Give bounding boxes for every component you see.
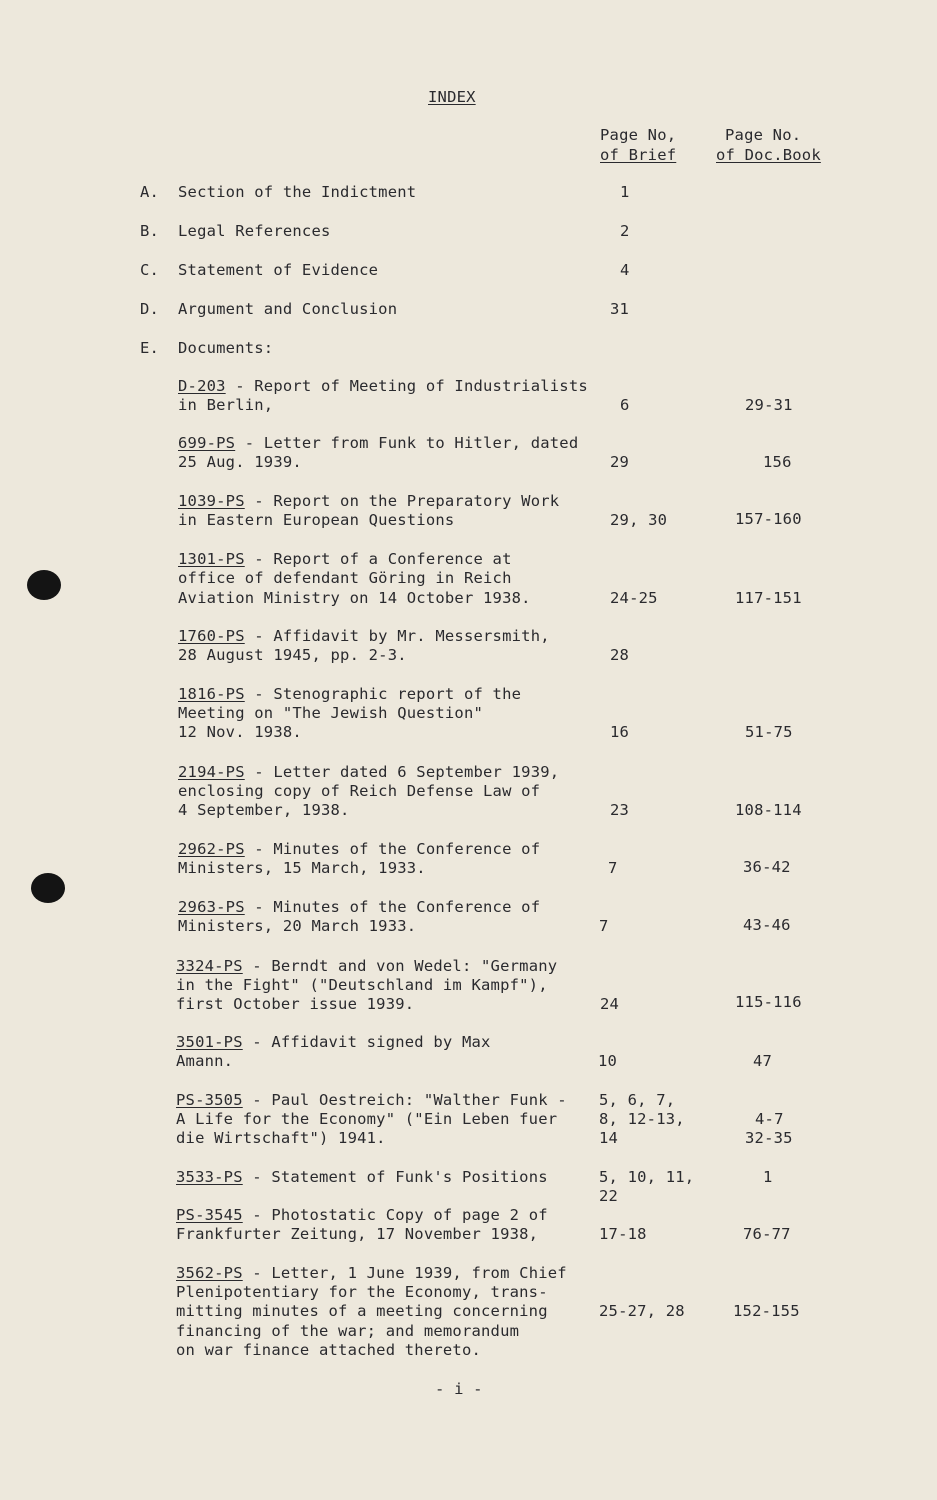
document-desc-line: Amann. (176, 1052, 234, 1070)
page-number-footer: - i - (435, 1380, 483, 1398)
document-brief-page: 29 (610, 453, 630, 471)
document-desc-line: - Stenographic report of the (244, 685, 522, 703)
section-letter: A. (140, 183, 160, 201)
document-book-page: 157-160 (735, 510, 802, 528)
document-desc-line: - Report of a Conference at (244, 550, 512, 568)
document-desc-line: 25 Aug. 1939. (178, 453, 302, 471)
section-letter: B. (140, 222, 160, 240)
document-code: 2194-PS (178, 763, 245, 781)
index-title: INDEX (428, 88, 476, 106)
section-label: Argument and Conclusion (178, 300, 398, 318)
document-desc-line: in Berlin, (178, 396, 274, 414)
document-desc-line: - Berndt and von Wedel: "Germany (242, 957, 558, 975)
document-desc-line: - Report on the Preparatory Work (244, 492, 560, 510)
document-desc-line: Meeting on "The Jewish Question" (178, 704, 484, 722)
document-desc-line: office of defendant Göring in Reich (178, 569, 512, 587)
document-desc-line: Aviation Ministry on 14 October 1938. (178, 589, 531, 607)
document-brief-page: 24-25 (610, 589, 658, 607)
document-desc-line: - Letter, 1 June 1939, from Chief (242, 1264, 567, 1282)
book-header-line1: Page No. (725, 126, 802, 144)
document-desc-line: - Letter dated 6 September 1939, (244, 763, 560, 781)
document-desc-line: - Affidavit by Mr. Messersmith, (244, 627, 550, 645)
document-code: 3501-PS (176, 1033, 243, 1051)
document-book-page: 47 (753, 1052, 773, 1070)
book-header-line2: of Doc.Book (716, 146, 821, 164)
document-book-page: 76-77 (743, 1225, 791, 1243)
document-desc-line: - Paul Oestreich: "Walther Funk - (242, 1091, 567, 1109)
document-code: 1816-PS (178, 685, 245, 703)
document-book-page: 117-151 (735, 589, 802, 607)
document-brief-page: 10 (598, 1052, 618, 1070)
document-desc-line: Plenipotentiary for the Economy, trans- (176, 1283, 548, 1301)
section-label: Legal References (178, 222, 331, 240)
document-desc-line: Frankfurter Zeitung, 17 November 1938, (176, 1225, 539, 1243)
section-label: Statement of Evidence (178, 261, 379, 279)
document-code: 1039-PS (178, 492, 245, 510)
section-brief-page: 4 (620, 261, 630, 279)
section-brief-page: 1 (620, 183, 630, 201)
document-brief-page: 14 (599, 1129, 619, 1147)
section-letter: E. (140, 339, 160, 357)
document-brief-page: 24 (600, 995, 620, 1013)
document-brief-page: 7 (599, 917, 609, 935)
document-brief-page: 28 (610, 646, 630, 664)
document-desc-line: - Photostatic Copy of page 2 of (242, 1206, 548, 1224)
document-desc-line: mitting minutes of a meeting concerning (176, 1302, 548, 1320)
punch-hole-bottom (31, 873, 65, 903)
document-code: PS-3505 (176, 1091, 243, 1109)
section-brief-page: 2 (620, 222, 630, 240)
document-desc-line: - Minutes of the Conference of (244, 840, 541, 858)
document-book-page: 152-155 (733, 1302, 800, 1320)
document-code: 3533-PS (176, 1168, 243, 1186)
document-book-page: 108-114 (735, 801, 802, 819)
punch-hole-top (27, 570, 61, 600)
document-desc-line: enclosing copy of Reich Defense Law of (178, 782, 541, 800)
section-label: Documents: (178, 339, 274, 357)
document-book-page: 4-7 (755, 1110, 784, 1128)
document-code: 3562-PS (176, 1264, 243, 1282)
document-book-page: 32-35 (745, 1129, 793, 1147)
document-desc-line: - Minutes of the Conference of (244, 898, 541, 916)
document-brief-page: 8, 12-13, (599, 1110, 685, 1128)
document-brief-page: 7 (608, 859, 618, 877)
document-code: 1760-PS (178, 627, 245, 645)
document-desc-line: die Wirtschaft") 1941. (176, 1129, 386, 1147)
document-code: PS-3545 (176, 1206, 243, 1224)
document-code: 2963-PS (178, 898, 245, 916)
document-code: 1301-PS (178, 550, 245, 568)
section-letter: D. (140, 300, 160, 318)
document-book-page: 43-46 (743, 916, 791, 934)
document-desc-line: - Statement of Funk's Positions (242, 1168, 548, 1186)
document-brief-page: 23 (610, 801, 630, 819)
document-brief-page: 5, 6, 7, (599, 1091, 676, 1109)
document-book-page: 29-31 (745, 396, 793, 414)
document-book-page: 115-116 (735, 993, 802, 1011)
document-code: D-203 (178, 377, 226, 395)
document-book-page: 36-42 (743, 858, 791, 876)
document-desc-line: - Affidavit signed by Max (242, 1033, 491, 1051)
section-brief-page: 31 (610, 300, 630, 318)
document-code: 3324-PS (176, 957, 243, 975)
document-brief-page: 22 (599, 1187, 619, 1205)
section-letter: C. (140, 261, 160, 279)
document-desc-line: - Letter from Funk to Hitler, dated (235, 434, 579, 452)
document-desc-line: in Eastern European Questions (178, 511, 455, 529)
document-book-page: 1 (763, 1168, 773, 1186)
document-desc-line: A Life for the Economy" ("Ein Leben fuer (176, 1110, 558, 1128)
brief-header-line2: of Brief (600, 146, 677, 164)
document-brief-page: 5, 10, 11, (599, 1168, 695, 1186)
document-desc-line: in the Fight" ("Deutschland im Kampf"), (176, 976, 548, 994)
document-desc-line: Ministers, 20 March 1933. (178, 917, 417, 935)
document-brief-page: 25-27, 28 (599, 1302, 685, 1320)
document-desc-line: - Report of Meeting of Industrialists (225, 377, 588, 395)
document-desc-line: financing of the war; and memorandum (176, 1322, 520, 1340)
document-code: 2962-PS (178, 840, 245, 858)
document-desc-line: first October issue 1939. (176, 995, 415, 1013)
document-desc-line: 4 September, 1938. (178, 801, 350, 819)
document-book-page: 156 (763, 453, 792, 471)
document-brief-page: 6 (620, 396, 630, 414)
brief-header-line1: Page No, (600, 126, 677, 144)
document-book-page: 51-75 (745, 723, 793, 741)
document-code: 699-PS (178, 434, 236, 452)
document-desc-line: Ministers, 15 March, 1933. (178, 859, 426, 877)
document-desc-line: 12 Nov. 1938. (178, 723, 302, 741)
document-brief-page: 29, 30 (610, 511, 668, 529)
document-desc-line: 28 August 1945, pp. 2-3. (178, 646, 407, 664)
document-brief-page: 16 (610, 723, 630, 741)
document-brief-page: 17-18 (599, 1225, 647, 1243)
document-desc-line: on war finance attached thereto. (176, 1341, 482, 1359)
section-label: Section of the Indictment (178, 183, 417, 201)
